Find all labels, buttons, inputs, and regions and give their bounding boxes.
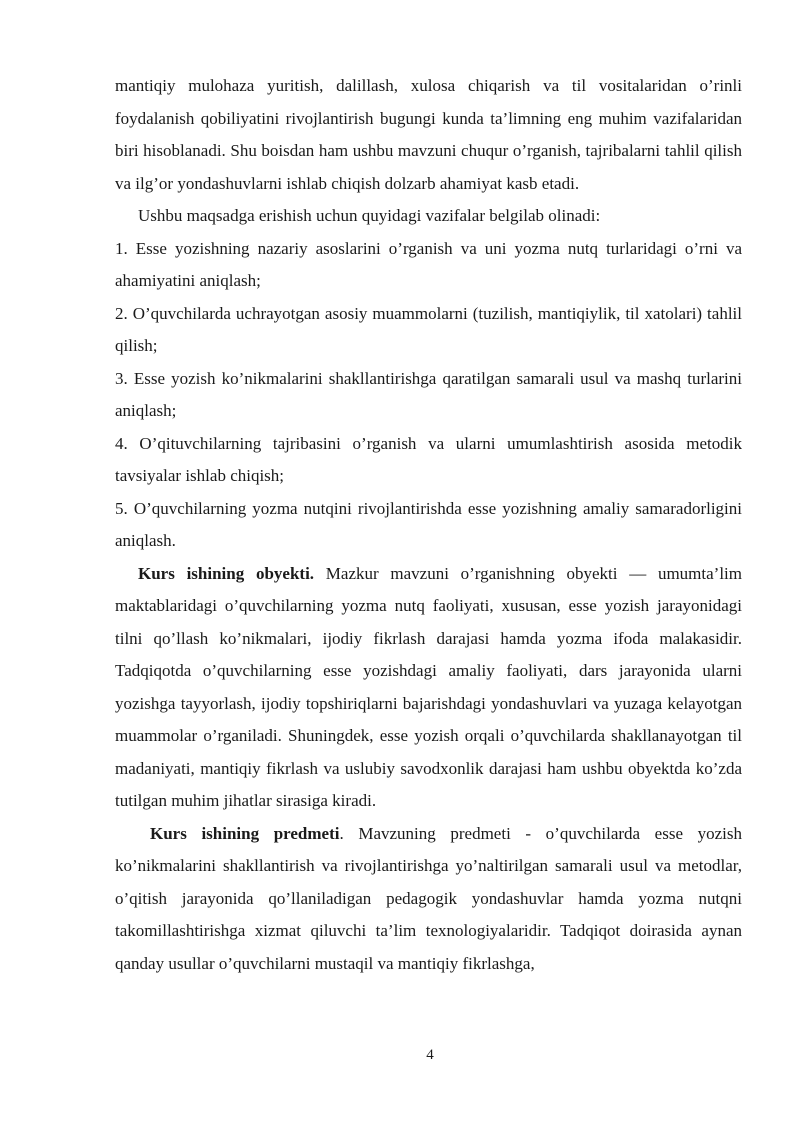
task-item-2: 2. O’quvchilarda uchrayotgan asosiy muammolarni (tuzilish, mantiqiylik, til xatolari) tahlil qilish; bbox=[115, 303, 742, 355]
task-item-3: 3. Esse yozish ko’nikmalarini shakllantirishga qaratilgan samarali usul va mashq turlarini aniqlash; bbox=[115, 368, 742, 420]
task-item-4: 4. O’qituvchilarning tajribasini o’rganish va ularni umumlashtirish asosida metodik tavsiyalar ishlab chiqish; bbox=[115, 433, 742, 485]
page-number: 4 bbox=[426, 1047, 434, 1063]
page-body bbox=[115, 70, 742, 980]
task-item-1: 1. Esse yozishning nazariy asoslarini o’rganish va uni yozma nutq turlaridagi o’rni va ahamiyatini aniqlash; bbox=[115, 238, 742, 290]
subject-paragraph bbox=[115, 818, 742, 981]
intro-paragraph: mantiqiy mulohaza yuritish, dalillash, xulosa chiqarish va til vositalaridan o’rinli foydalanish qobiliyatini rivojlantirish bugungi kunda ta’limning eng muhim vazifalaridan biri hisoblanadi. Shu boisdan ham ushbu mavzuni chuqur o’rganish, tajribalarni tahlil qilish va ilg’or yondashuvlarni ishlab chiqish dolzarb ahamiyat kasb etadi. bbox=[115, 76, 742, 193]
task-item-5: 5. O’quvchilarning yozma nutqini rivojlantirishda esse yozishning amaliy samaradorligini aniqlash. bbox=[115, 498, 742, 550]
subject-heading: Kurs ishining predmeti bbox=[150, 823, 340, 843]
object-text: Mazkur mavzuni o’rganishning obyekti — umumta’lim maktablaridagi o’quvchilarning yozma nutq faoliyati, xususan, esse yozish jarayonidagi tilni qo’llash ko’nikmalari, ijodiy fikrlash darajasi hamda yozma ifoda malakasidir. Tadqiqotda o’quvchilarning esse yozishdagi amaliy faoliyati, dars jarayonida ularni yozishga tayyorlash, ijodiy topshiriqlarni bajarishdagi yondashuvlari va yuzaga kelayotgan muammolar o’rganiladi. Shuningdek, esse yozish orqali o’quvchilarda shakllanayotgan til madaniyati, mantiqiy fikrlash va uslubiy savodxonlik darajasi ham ushbu obyektda ko’zda tutilgan muhim jihatlar sirasiga kiradi. bbox=[115, 563, 742, 810]
object-paragraph bbox=[115, 558, 742, 818]
subject-text: . Mavzuning predmeti - o’quvchilarda esse yozish ko’nikmalarini shakllantirish va rivojlantirishga yo’naltirilgan samarali usul va metodlar, o’qitish jarayonida qo’llaniladigan pedagogik yondashuvlar hamda yozma nutqni takomillashtirishga xizmat qiluvchi ta’lim texnologiyalaridir. Tadqiqot doirasida aynan qanday usullar o’quvchilarni mustaqil va mantiqiy fikrlashga, bbox=[115, 823, 742, 973]
tasks-intro-paragraph: Ushbu maqsadga erishish uchun quyidagi vazifalar belgilab olinadi: bbox=[138, 206, 601, 225]
object-heading: Kurs ishining obyekti. bbox=[138, 563, 315, 583]
